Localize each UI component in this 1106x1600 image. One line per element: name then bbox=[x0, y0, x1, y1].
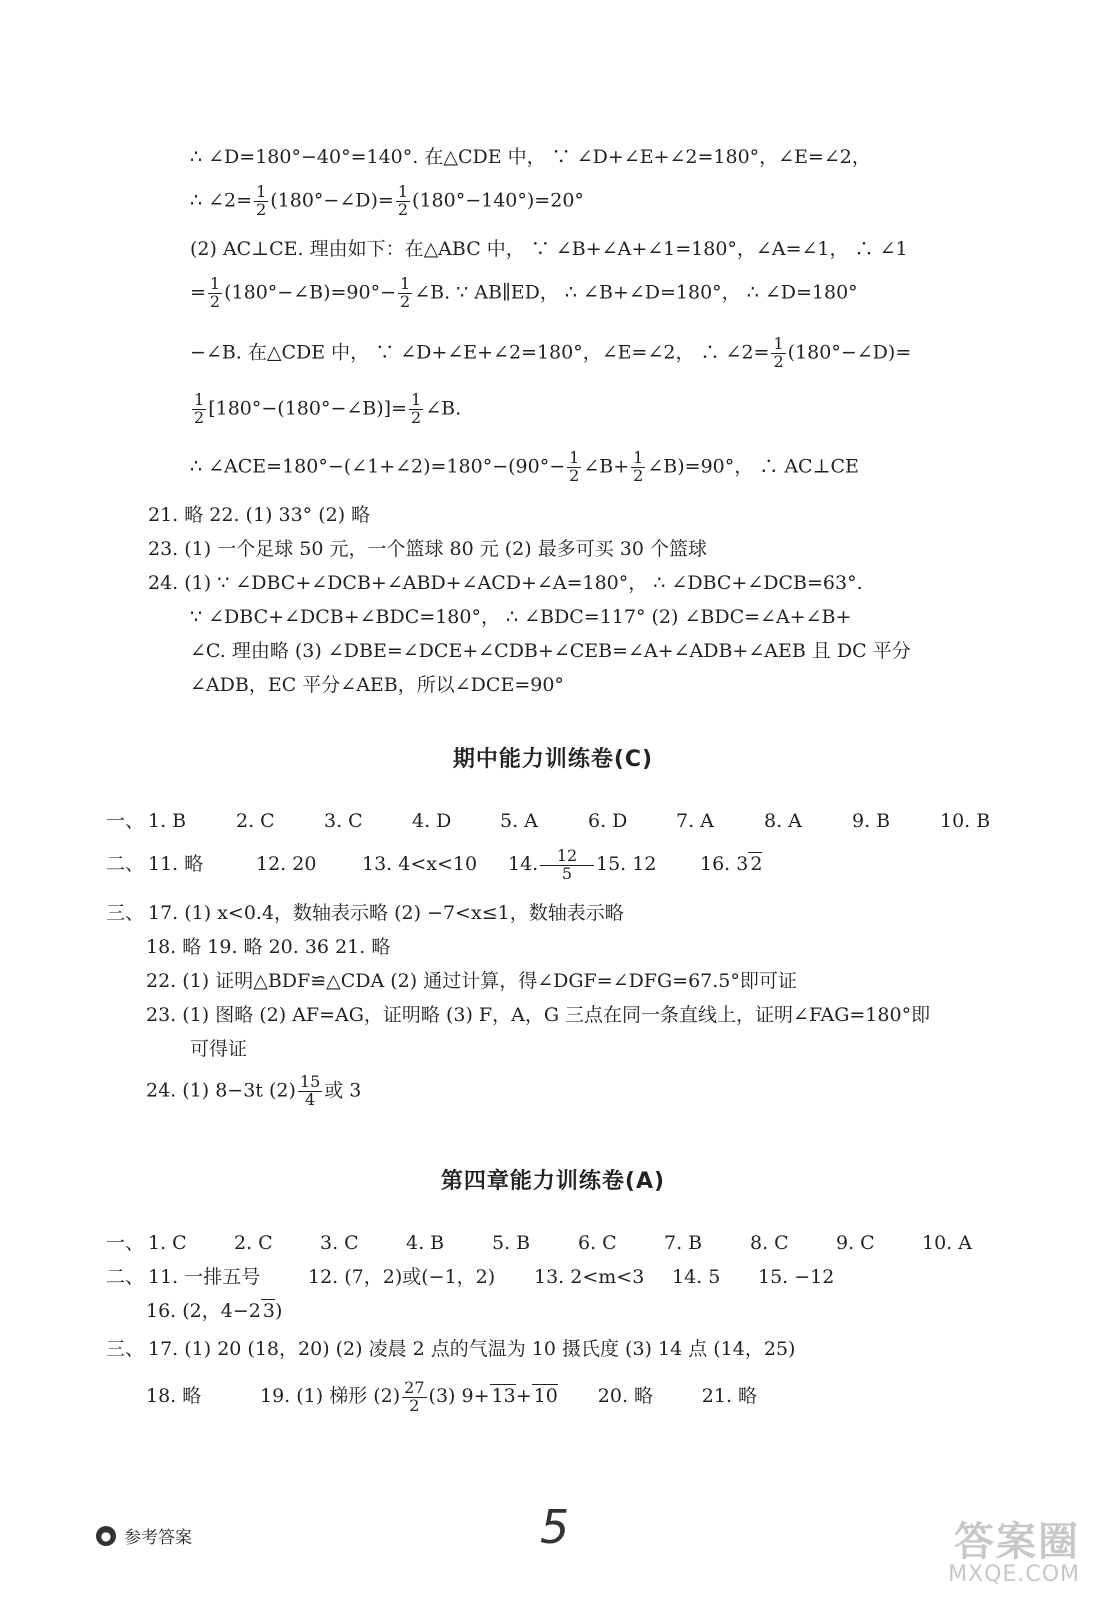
fraction-12-5: $\frac{12}{5}$ bbox=[540, 848, 594, 883]
watermark-url: MXQE.COM bbox=[948, 1561, 1080, 1587]
footer-label: 参考答案 bbox=[124, 1528, 192, 1548]
answer-24-line1: 24. (1) ∵ ∠DBC+∠DCB+∠ABD+∠ACD+∠A=180°， ∴ ∠DBC+∠DCB=63°. bbox=[148, 572, 863, 594]
watermark bbox=[948, 1518, 1080, 1587]
chapter4-18-21: 18. 略 19. (1) 梯形 (2) $\frac{27}{2}$ (3) 9+ 13+ 10 20. 略 21. 略 bbox=[146, 1378, 758, 1415]
chapter4-mcq-row: 一、 1. C 2. C 3. C 4. B 5. B 6. C 7. B 8. C 9. C 10. A bbox=[106, 1232, 972, 1254]
fraction-half: $\frac{1}{2}$ bbox=[569, 448, 580, 485]
fraction-half: $\frac{1}{2}$ bbox=[773, 334, 784, 371]
sqrt-sign: 13 bbox=[491, 1385, 516, 1408]
section-heading-chapter4-a: 第四章能力训练卷(A) bbox=[440, 1169, 666, 1194]
footer bbox=[96, 1523, 192, 1548]
fraction-half: $\frac{1}{2}$ bbox=[209, 274, 221, 311]
answer-24-line4: ∠ADB，EC 平分∠AEB，所以∠DCE=90° bbox=[190, 674, 564, 696]
fraction-half: $\frac{1}{2}$ bbox=[397, 182, 409, 219]
answer-21-22: 21. 略 22. (1) 33° (2) 略 bbox=[148, 504, 371, 526]
fraction-half: $\frac{1}{2}$ bbox=[633, 448, 644, 485]
page-number: 5 bbox=[540, 1500, 570, 1554]
solution-line-6: $\frac{1}{2}$ [180°−(180°−∠B)]= $\frac{1}{2}$ ∠B. bbox=[194, 390, 462, 427]
midterm-18-21: 18. 略 19. 略 20. 36 21. 略 bbox=[146, 936, 391, 958]
fraction-27-2: $\frac{27}{2}$ bbox=[404, 1378, 425, 1415]
fraction-half: $\frac{1}{2}$ bbox=[400, 274, 411, 311]
solution-line-1: ∴ ∠D=180°−40°=140°. 在△CDE 中， ∵ ∠D+∠E+∠2=180°，∠E=∠2， bbox=[190, 146, 871, 168]
chapter4-fill-row: 二、 11. 一排五号 12. (7，2)或(−1，2) 13. 2<m<3 14. 5 15. −12 bbox=[106, 1266, 835, 1288]
sqrt-sign: 2 bbox=[750, 853, 763, 876]
midterm-fill-row: 二、 11. 略 12. 20 13. 4<x<10 14. $\frac{12}{5}$ 15. 12 16. 3 2 bbox=[106, 846, 763, 883]
sqrt-sign: 3 bbox=[262, 1300, 275, 1322]
answer-badge-icon: ● bbox=[96, 1526, 116, 1546]
solution-line-2: ∴ ∠2= $\frac{1}{2}$ (180°−∠D)= $\frac{1}{2}$ (180°−140°)=20° bbox=[190, 182, 584, 219]
fraction-half: $\frac{1}{2}$ bbox=[411, 390, 422, 427]
midterm-22: 22. (1) 证明△BDF≌△CDA (2) 通过计算，得∠DGF=∠DFG=67.5°即可证 bbox=[146, 970, 797, 992]
midterm-23-line1: 23. (1) 图略 (2) AF=AG，证明略 (3) F，A，G 三点在同一条直线上，证明∠FAG=180°即 bbox=[146, 1004, 931, 1026]
watermark-logo-text: 答案圈 bbox=[954, 1518, 1080, 1565]
solution-line-5: −∠B. 在△CDE 中， ∵ ∠D+∠E+∠2=180°，∠E=∠2， ∴ ∠2= $\frac{1}{2}$ (180°−∠D)= bbox=[190, 334, 912, 371]
fraction-15-4: $\frac{15}{4}$ bbox=[299, 1072, 321, 1109]
fraction-half: $\frac{1}{2}$ bbox=[194, 390, 205, 427]
answer-23: 23. (1) 一个足球 50 元，一个篮球 80 元 (2) 最多可买 30 个篮球 bbox=[148, 538, 707, 560]
midterm-24: 24. (1) 8−3t (2) $\frac{15}{4}$ 或 3 bbox=[146, 1072, 362, 1109]
solution-line-3: (2) AC⊥CE. 理由如下：在△ABC 中， ∵ ∠B+∠A+∠1=180°，∠A=∠1， ∴ ∠1 bbox=[190, 238, 908, 260]
answer-24-line3: ∠C. 理由略 (3) ∠DBE=∠DCE+∠CDB+∠CEB=∠A+∠ADB+∠AEB 且 DC 平分 bbox=[190, 640, 911, 662]
midterm-17: 三、 17. (1) x<0.4，数轴表示略 (2) −7<x≤1，数轴表示略 bbox=[106, 902, 624, 924]
section-heading-midterm-c: 期中能力训练卷(C) bbox=[452, 747, 654, 772]
solution-line-4: = $\frac{1}{2}$ (180°−∠B)=90°− $\frac{1}{2}$ ∠B. ∵ AB∥ED， ∴ ∠B+∠D=180°， ∴ ∠D=180° bbox=[190, 274, 858, 311]
solution-line-7: ∴ ∠ACE=180°−(∠1+∠2)=180°−(90°− $\frac{1}{2}$ ∠B+ $\frac{1}{2}$ ∠B)=90°， ∴ AC⊥CE bbox=[190, 448, 859, 485]
sqrt-sign: 10 bbox=[533, 1385, 558, 1408]
chapter4-17: 三、 17. (1) 20 (18，20) (2) 凌晨 2 点的气温为 10 摄氏度 (3) 14 点 (14，25) bbox=[106, 1338, 796, 1360]
midterm-mcq-row: 一、 1. B 2. C 3. C 4. D 5. A 6. D 7. A 8. A 9. B 10. B bbox=[106, 810, 991, 832]
answer-24-line2: ∵ ∠DBC+∠DCB+∠BDC=180°， ∴ ∠BDC=117° (2) ∠BDC=∠A+∠B+ bbox=[190, 606, 852, 628]
fraction-half: $\frac{1}{2}$ bbox=[256, 182, 267, 219]
midterm-23-line2: 可得证 bbox=[190, 1038, 248, 1060]
chapter4-16: 16. (2，4−2 3) bbox=[146, 1300, 283, 1322]
